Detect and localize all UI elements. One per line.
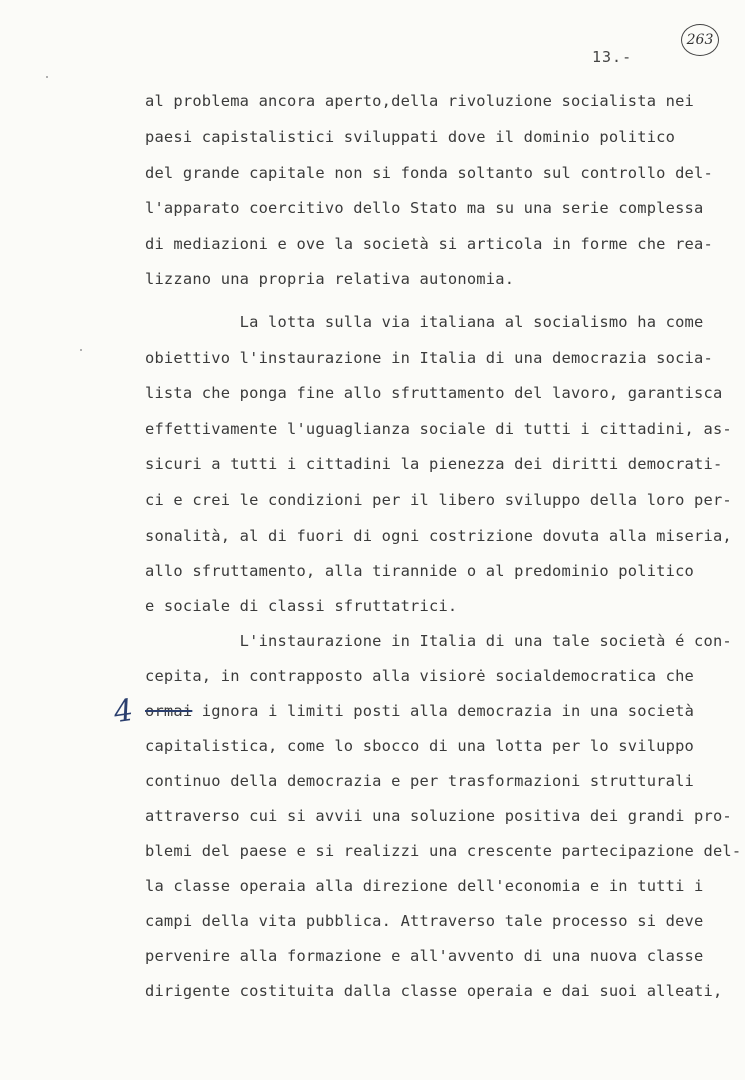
text-line: La lotta sulla via italiana al socialismo ha come xyxy=(145,313,704,331)
text-line: del grande capitale non si fonda soltanto sul controllo del- xyxy=(145,164,713,182)
text-line: blemi del paese e si realizzi una crescente partecipazione del- xyxy=(145,842,742,860)
text-line: la classe operaia alla direzione dell'economia e in tutti i xyxy=(145,877,704,895)
text-line: allo sfruttamento, alla tirannide o al predominio politico xyxy=(145,562,695,580)
line-remainder: ignora i limiti posti alla democrazia in una società xyxy=(192,702,695,720)
text-line: sicuri a tutti i cittadini la pienezza dei diritti democrati- xyxy=(145,455,723,473)
text-line: effettivamente l'uguaglianza sociale di tutti i cittadini, as- xyxy=(145,420,732,438)
text-line: dirigente costituita dalla classe operaia e dai suoi alleati, xyxy=(145,982,723,1000)
text-line: capitalistica, come lo sbocco di una lotta per lo sviluppo xyxy=(145,737,695,755)
text-line: cepita, in contrapposto alla visiorė socialdemocratica che xyxy=(145,667,695,685)
handwritten-margin-note: 4 xyxy=(111,692,136,731)
text-line xyxy=(145,702,694,720)
page-number: 13.- xyxy=(592,48,633,66)
text-line: campi della vita pubblica. Attraverso tale processo si deve xyxy=(145,912,704,930)
text-line: lista che ponga fine allo sfruttamento del lavoro, garantisca xyxy=(145,384,723,402)
text-line: al problema ancora aperto,della rivoluzione socialista nei xyxy=(145,92,695,110)
scan-speck xyxy=(80,349,82,351)
text-line: continuo della democrazia e per trasformazioni strutturali xyxy=(145,772,695,790)
archive-stamp: 263 xyxy=(681,24,719,56)
text-line: L'instaurazione in Italia di una tale società é con- xyxy=(145,632,732,650)
text-line: pervenire alla formazione e all'avvento di una nuova classe xyxy=(145,947,704,965)
text-line: obiettivo l'instaurazione in Italia di una democrazia socia- xyxy=(145,349,713,367)
text-line: lizzano una propria relativa autonomia. xyxy=(145,270,515,288)
text-line: e sociale di classi sfruttatrici. xyxy=(145,597,458,615)
text-line: l'apparato coercitivo dello Stato ma su una serie complessa xyxy=(145,199,704,217)
struck-word: ormai xyxy=(145,702,193,720)
scan-speck xyxy=(46,76,48,78)
text-line: ci e crei le condizioni per il libero sviluppo della loro per- xyxy=(145,491,732,509)
text-line: di mediazioni e ove la società si articola in forme che rea- xyxy=(145,235,713,253)
text-line: sonalità, al di fuori di ogni costrizione dovuta alla miseria, xyxy=(145,527,732,545)
text-line: attraverso cui si avvii una soluzione positiva dei grandi pro- xyxy=(145,807,732,825)
text-line: paesi capistalistici sviluppati dove il dominio politico xyxy=(145,128,676,146)
